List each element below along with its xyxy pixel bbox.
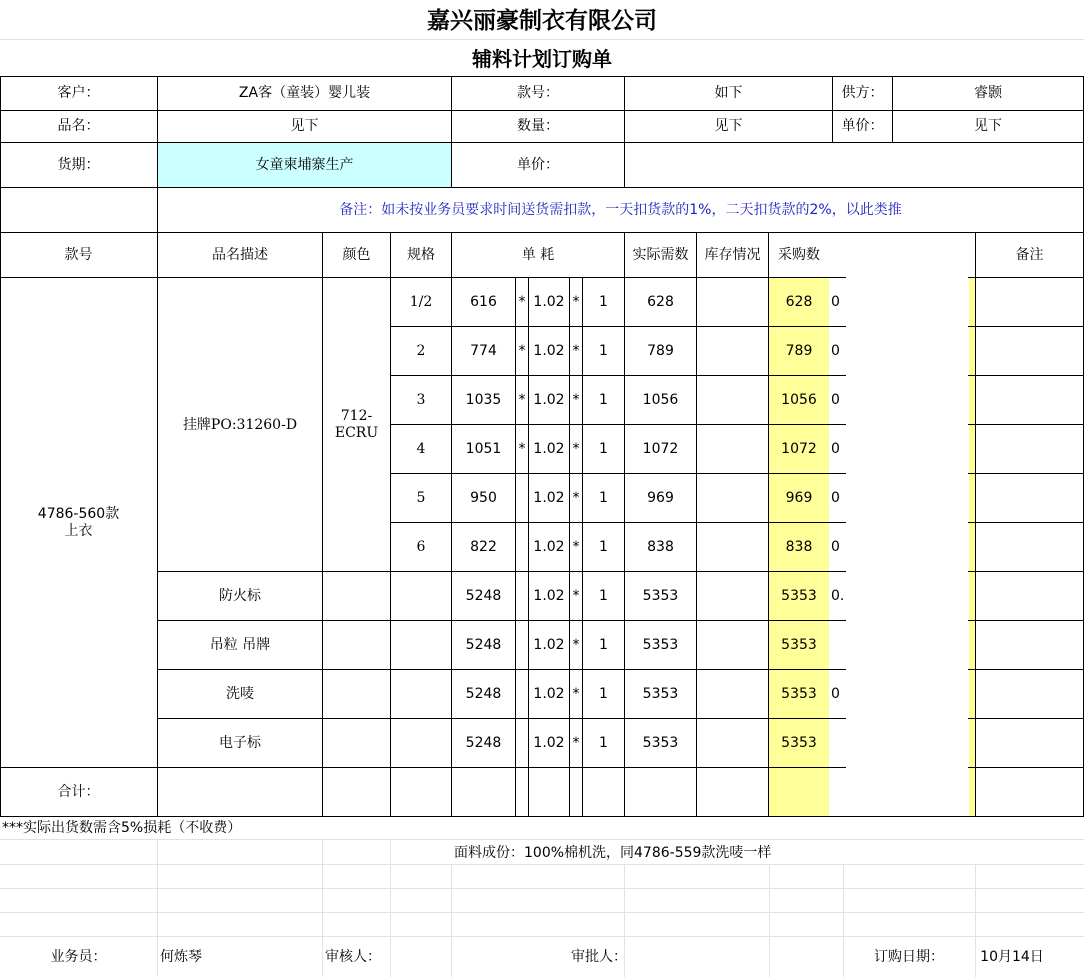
col-desc: 品名描述 <box>212 246 268 263</box>
purchase-cell: 1056 <box>781 391 817 408</box>
qty-value: 见下 <box>714 118 743 135</box>
multiply-sign-2: * <box>572 734 580 751</box>
style-code: 4786-560款 <box>37 505 120 522</box>
col-actual-need: 实际需数 <box>632 246 689 263</box>
form-subtitle: 辅料计划订购单 <box>472 47 612 71</box>
multiply-sign-2: * <box>572 391 580 408</box>
qty-cell: 5248 <box>465 587 502 604</box>
unit-price-value: 见下 <box>974 118 1002 135</box>
multiply-sign-1 <box>516 572 528 620</box>
size-cell: 6 <box>416 538 426 555</box>
factor-cell: 1.02 <box>533 636 565 653</box>
multiplier-cell: 1 <box>599 440 608 457</box>
multiply-sign-2: * <box>572 685 580 702</box>
size-cell: 5 <box>416 489 426 506</box>
unit-price-label: 单价： <box>841 118 884 135</box>
actual-need-cell: 1072 <box>642 440 679 457</box>
loss-footnote: ***实际出货数需含5%损耗（不收费） <box>2 819 242 836</box>
unit-price2-label: 单价： <box>517 156 559 173</box>
cut-off-cell: 0 <box>831 342 840 359</box>
size-cell <box>391 670 451 718</box>
factor-cell: 1.02 <box>533 342 565 359</box>
col-consumption: 单 耗 <box>521 246 555 263</box>
col-remarks: 备注 <box>1015 246 1044 263</box>
col-size: 规格 <box>407 246 435 263</box>
multiply-sign-2: * <box>572 440 580 457</box>
factor-cell: 1.02 <box>533 293 565 310</box>
multiply-sign-1: * <box>518 440 526 457</box>
multiply-sign-2: * <box>572 489 580 506</box>
cut-off-cell: 0 <box>831 391 840 408</box>
actual-need-cell: 838 <box>647 538 674 555</box>
multiply-sign-2: * <box>572 538 580 555</box>
approver-label: 审批人： <box>571 948 627 965</box>
multiply-sign-1 <box>516 719 528 767</box>
qty-cell: 950 <box>470 489 497 506</box>
actual-need-cell: 5353 <box>642 587 679 604</box>
multiplier-cell: 1 <box>599 734 608 751</box>
size-cell: 4 <box>416 440 426 457</box>
qty-cell: 822 <box>470 538 497 555</box>
multiply-sign-2: * <box>572 293 580 310</box>
multiply-sign-1 <box>516 621 528 669</box>
col-style-no: 款号 <box>64 246 93 263</box>
fabric-note: 面料成份：100%棉机洗，同4786-559款洗唛一样 <box>454 844 772 861</box>
purchase-cell: 5353 <box>781 636 817 653</box>
multiplier-cell: 1 <box>599 391 608 408</box>
style-no-value: 如下 <box>714 85 743 102</box>
cut-off-cell: 0. <box>831 587 845 604</box>
size-cell: 2 <box>416 342 426 359</box>
multiply-sign-1: * <box>518 391 526 408</box>
penalty-note: 备注：如未按业务员要求时间送货需扣款，一天扣货款的1%，二天扣货款的2%，以此类推 <box>339 201 902 218</box>
actual-need-cell: 628 <box>647 293 674 310</box>
multiplier-cell: 1 <box>599 342 608 359</box>
cut-off-cell <box>831 719 845 767</box>
factor-cell: 1.02 <box>533 685 565 702</box>
style-group-cell <box>0 278 157 767</box>
multiply-sign-2: * <box>572 636 580 653</box>
purchase-cell: 5353 <box>781 685 817 702</box>
col-stock: 库存情况 <box>704 246 761 263</box>
factor-cell: 1.02 <box>533 391 565 408</box>
size-cell <box>391 719 451 767</box>
purchase-cell: 628 <box>785 293 813 310</box>
actual-need-cell: 5353 <box>642 636 679 653</box>
qty-cell: 616 <box>470 293 497 310</box>
factor-cell: 1.02 <box>533 587 565 604</box>
purchase-cell: 5353 <box>781 734 817 751</box>
company-title: 嘉兴丽豪制衣有限公司 <box>427 7 657 35</box>
purchase-cell: 5353 <box>781 587 817 604</box>
actual-need-cell: 789 <box>647 342 674 359</box>
cut-off-cell: 0 <box>831 293 840 310</box>
multiplier-cell: 1 <box>599 489 608 506</box>
salesman-label: 业务员： <box>50 948 107 965</box>
customer-label: 客户： <box>57 85 100 102</box>
supplier-value: 睿颢 <box>974 85 1002 102</box>
cut-off-cell: 0 <box>831 440 840 457</box>
factor-cell: 1.02 <box>533 489 565 506</box>
factor-cell: 1.02 <box>533 734 565 751</box>
qty-cell: 5248 <box>465 685 502 702</box>
color-code: 712- <box>340 408 373 425</box>
multiply-sign-1 <box>516 474 528 522</box>
multiply-sign-2: * <box>572 342 580 359</box>
color-cell <box>323 278 390 572</box>
hangtag-desc: 挂牌PO:31260-D <box>182 416 298 433</box>
salesman-value: 何炼琴 <box>160 948 202 965</box>
product-label: 品名： <box>57 118 100 135</box>
factor-cell: 1.02 <box>533 440 565 457</box>
qty-cell: 1051 <box>465 440 502 457</box>
purchase-cell: 1072 <box>781 440 817 457</box>
size-cell <box>391 572 451 620</box>
item-desc-cell: 电子标 <box>219 734 261 751</box>
qty-label: 数量： <box>517 118 559 135</box>
product-value: 见下 <box>290 118 319 135</box>
size-cell <box>391 621 451 669</box>
multiplier-cell: 1 <box>599 538 608 555</box>
multiplier-cell: 1 <box>599 293 608 310</box>
color-name: ECRU <box>334 425 379 441</box>
col-color: 颜色 <box>342 246 371 263</box>
item-desc-cell: 洗唛 <box>226 685 254 702</box>
multiply-sign-2: * <box>572 587 580 604</box>
garment-type: 上衣 <box>64 522 93 539</box>
cut-off-cell: 0 <box>831 685 840 702</box>
multiply-sign-1: * <box>518 342 526 359</box>
cut-off-cell: 0 <box>831 489 840 506</box>
cut-off-cell <box>831 621 845 669</box>
style-no-label: 款号： <box>517 85 559 102</box>
size-cell: 3 <box>416 391 426 408</box>
reviewer-label: 审核人： <box>325 948 381 965</box>
order-date-label: 订购日期： <box>874 948 944 965</box>
purchase-cell: 838 <box>785 538 813 555</box>
qty-cell: 1035 <box>465 391 502 408</box>
delivery-value: 女童柬埔寨生产 <box>255 156 354 173</box>
qty-cell: 774 <box>470 342 497 359</box>
factor-cell: 1.02 <box>533 538 565 555</box>
col-purchase: 采购数 <box>778 246 820 263</box>
multiply-sign-1: * <box>518 293 526 310</box>
actual-need-cell: 1056 <box>642 391 679 408</box>
qty-cell: 5248 <box>465 734 502 751</box>
multiply-sign-1 <box>516 670 528 718</box>
item-desc-cell: 防火标 <box>219 587 261 604</box>
customer-value: ZA客（童装）婴儿装 <box>238 85 371 102</box>
purchase-cell: 969 <box>785 489 813 506</box>
purchase-cell: 789 <box>785 342 813 359</box>
multiplier-cell: 1 <box>599 636 608 653</box>
actual-need-cell: 5353 <box>642 685 679 702</box>
delivery-label: 货期： <box>57 156 100 173</box>
cut-off-cell: 0 <box>831 538 840 555</box>
multiply-sign-1 <box>516 523 528 571</box>
total-label: 合计： <box>57 783 100 800</box>
item-desc-cell: 吊粒 吊牌 <box>209 636 271 653</box>
multiplier-cell: 1 <box>599 685 608 702</box>
occluded-region <box>846 233 968 816</box>
multiplier-cell: 1 <box>599 587 608 604</box>
actual-need-cell: 5353 <box>642 734 679 751</box>
supplier-label: 供方： <box>841 85 884 102</box>
actual-need-cell: 969 <box>647 489 674 506</box>
order-date-value: 10月14日 <box>980 948 1044 965</box>
qty-cell: 5248 <box>465 636 502 653</box>
size-cell: 1/2 <box>409 293 433 310</box>
